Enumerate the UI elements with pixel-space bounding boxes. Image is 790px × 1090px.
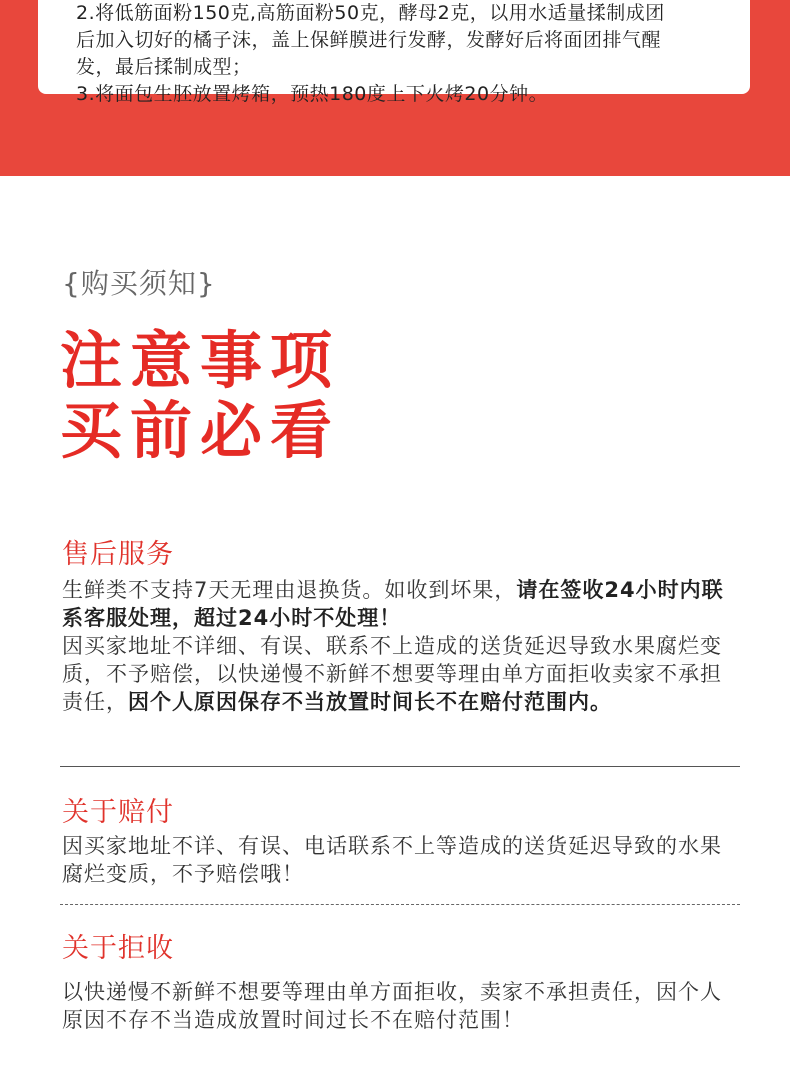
after-sales-p2-bold: 因个人原因保存不当放置时间长不在赔付范围内。 [128, 690, 612, 714]
after-sales-body [62, 576, 742, 716]
compensation-body [62, 832, 742, 888]
after-sales-p1-normal: 生鲜类不支持7天无理由退换货。如收到坏果， [62, 578, 517, 602]
headline-line-1: 注意事项 [60, 324, 341, 397]
rejection-text: 以快递慢不新鲜不想要等理由单方面拒收，卖家不承担责任，因个人原因不存不当造成放置时间过长不在赔付范围！ [62, 980, 722, 1032]
after-sales-paragraph-2 [62, 632, 742, 716]
after-sales-p1-bold: 请在签收24小时内联系客服处理，超过24小时不处理！ [62, 578, 724, 630]
recipe-line: 后加入切好的橘子沫，盖上保鲜膜进行发酵，发酵好后将面团排气醒 [76, 29, 662, 51]
recipe-line: 3.将面包生胚放置烤箱，预热180度上下火烤20分钟。 [76, 83, 549, 105]
section-divider-dashed [60, 904, 740, 905]
section-divider [60, 766, 740, 767]
recipe-steps-card [38, 0, 750, 105]
headline-line-2: 买前必看 [60, 394, 341, 467]
rejection-body [62, 978, 742, 1034]
after-sales-title: 售后服务 [62, 539, 174, 570]
rejection-title: 关于拒收 [62, 933, 174, 964]
recipe-line: 2.将低筋面粉150克,高筋面粉50克，酵母2克，以用水适量揉制成团 [76, 2, 665, 24]
compensation-text: 因买家地址不详、有误、电话联系不上等造成的送货延迟导致的水果腐烂变质，不予赔偿哦！ [62, 834, 722, 886]
notice-headline [60, 326, 340, 466]
after-sales-paragraph-1 [62, 576, 742, 632]
recipe-line: 发，最后揉制成型； [76, 56, 252, 78]
compensation-title: 关于赔付 [62, 797, 174, 828]
after-sales-p2-normal: 因买家地址不详细、有误、联系不上造成的送货延迟导致水果腐烂变质，不予赔偿，以快递慢不新鲜不想要等理由单方面拒收卖家不承担责任， [62, 634, 722, 714]
purchase-notice-tag: {购买须知} [62, 267, 216, 300]
